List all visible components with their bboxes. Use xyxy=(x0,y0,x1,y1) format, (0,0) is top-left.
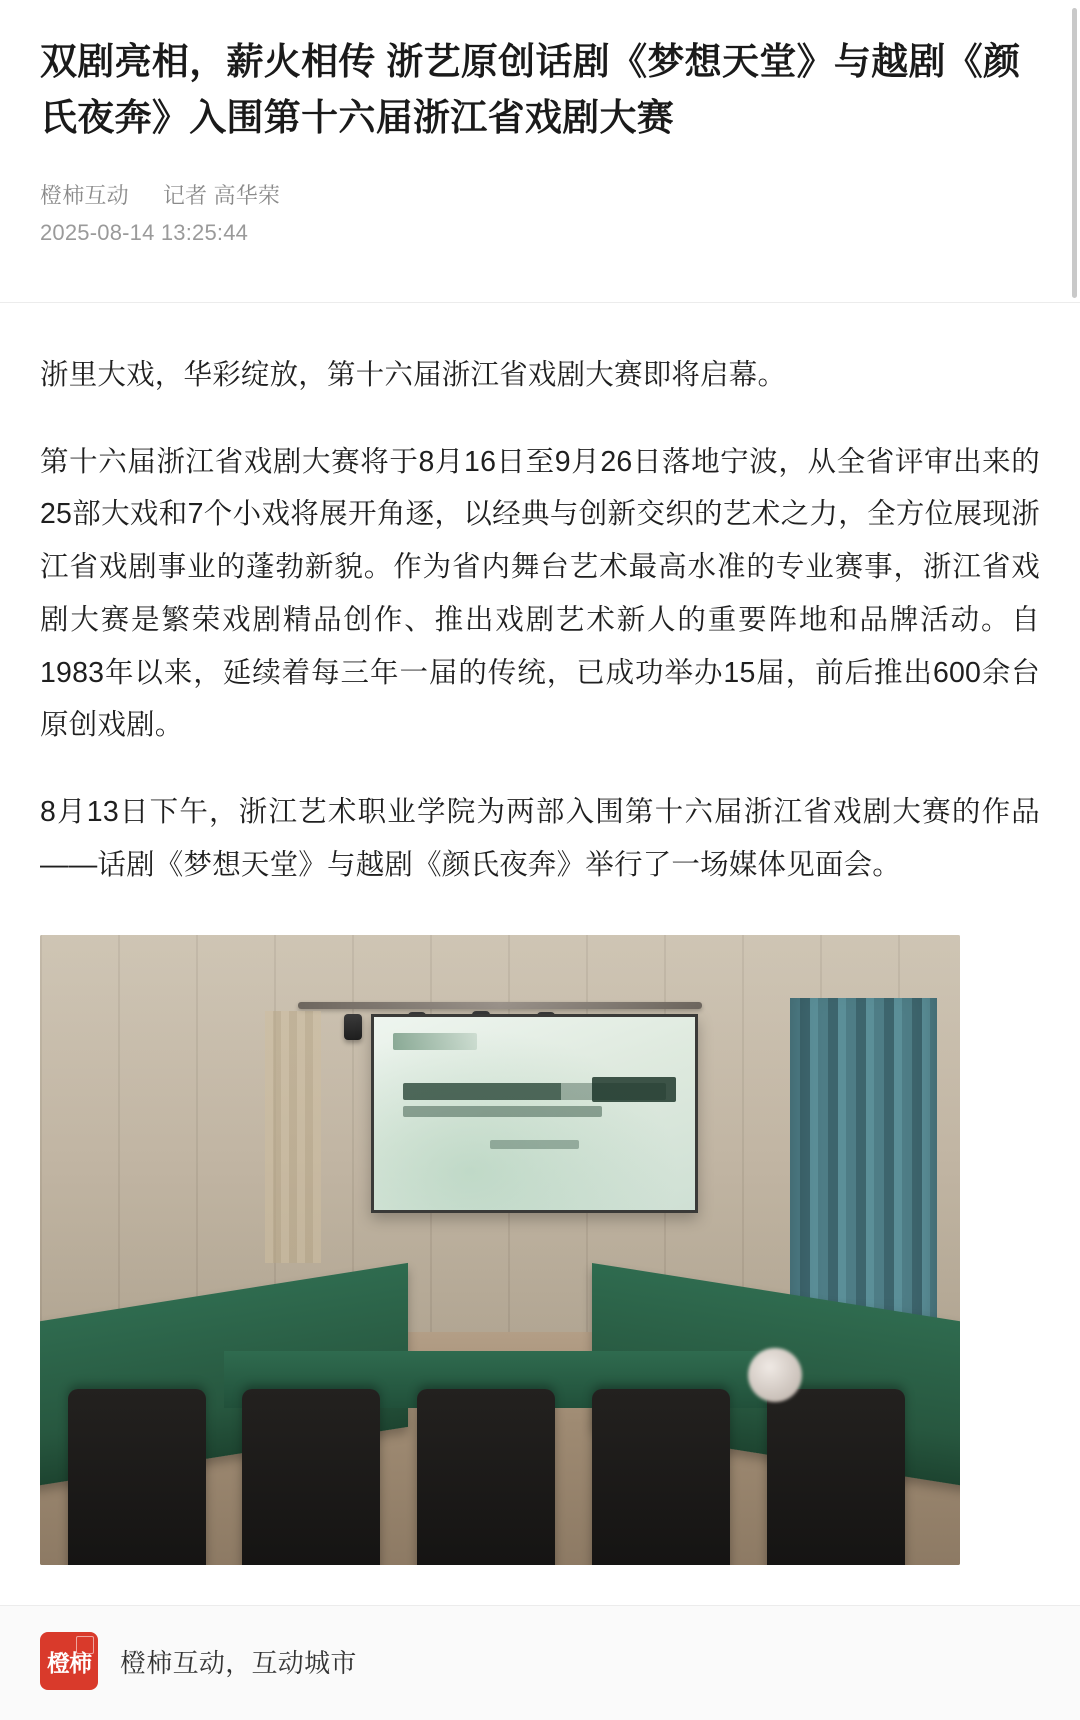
vertical-scrollbar[interactable] xyxy=(1072,8,1077,298)
byline-source: 橙柿互动 xyxy=(40,183,129,208)
screen-date-line xyxy=(490,1140,580,1149)
paragraph-2: 第十六届浙江省戏剧大赛将于8月16日至9月26日落地宁波，从全省评审出来的25部大戏和7个小戏将展开角逐，以经典与创新交织的艺术之力，全方位展现浙江省戏剧事业的蓬勃新貌。作为省内舞台艺术最高水准的专业赛事，浙江省戏剧大赛是繁荣戏剧精品创作、推出戏剧艺术新人的重要阵地和品牌活动。自1983年以来，延续着每三年一届的传统，已成功举办15届，前后推出600余台原创戏剧。 xyxy=(40,445,1040,742)
byline-author: 记者 高华荣 xyxy=(162,183,281,208)
presentation-screen xyxy=(371,1014,698,1212)
article-header xyxy=(0,0,1080,276)
article-body xyxy=(0,303,1080,1565)
brand-logo-glyph: 橙柿 xyxy=(47,1650,91,1677)
chair xyxy=(68,1389,206,1565)
blurred-face xyxy=(748,1348,802,1402)
article-footer xyxy=(0,1605,1080,1720)
chair xyxy=(592,1389,730,1565)
screen-subtitle-line xyxy=(403,1106,602,1118)
paragraph-1: 浙里大戏，华彩绽放，第十六届浙江省戏剧大赛即将启幕。 xyxy=(40,359,787,391)
brand-logo-icon xyxy=(40,1632,98,1690)
chair xyxy=(242,1389,380,1565)
chair xyxy=(767,1389,905,1565)
spotlight-icon xyxy=(344,1014,362,1040)
ceiling-light-rail xyxy=(298,1002,703,1009)
brand-logo-corner xyxy=(76,1636,94,1654)
photo-canvas xyxy=(40,935,960,1565)
screen-headline-block xyxy=(592,1077,675,1102)
byline xyxy=(40,179,1040,210)
publish-timestamp: 2025-08-14 13:25:44 xyxy=(40,220,249,245)
footer-label: 橙柿互动，互动城市 xyxy=(120,1647,357,1678)
screen-logo xyxy=(393,1033,476,1050)
article-photo[interactable] xyxy=(40,935,960,1565)
paragraph-3: 8月13日下午，浙江艺术职业学院为两部入围第十六届浙江省戏剧大赛的作品——话剧《梦想天堂》与越剧《颜氏夜奔》举行了一场媒体见面会。 xyxy=(40,796,1040,881)
page-title: 双剧亮相，薪火相传 浙艺原创话剧《梦想天堂》与越剧《颜氏夜奔》入围第十六届浙江省戏剧大赛 xyxy=(40,41,1021,138)
chair xyxy=(417,1389,555,1565)
left-curtain xyxy=(265,1011,320,1263)
